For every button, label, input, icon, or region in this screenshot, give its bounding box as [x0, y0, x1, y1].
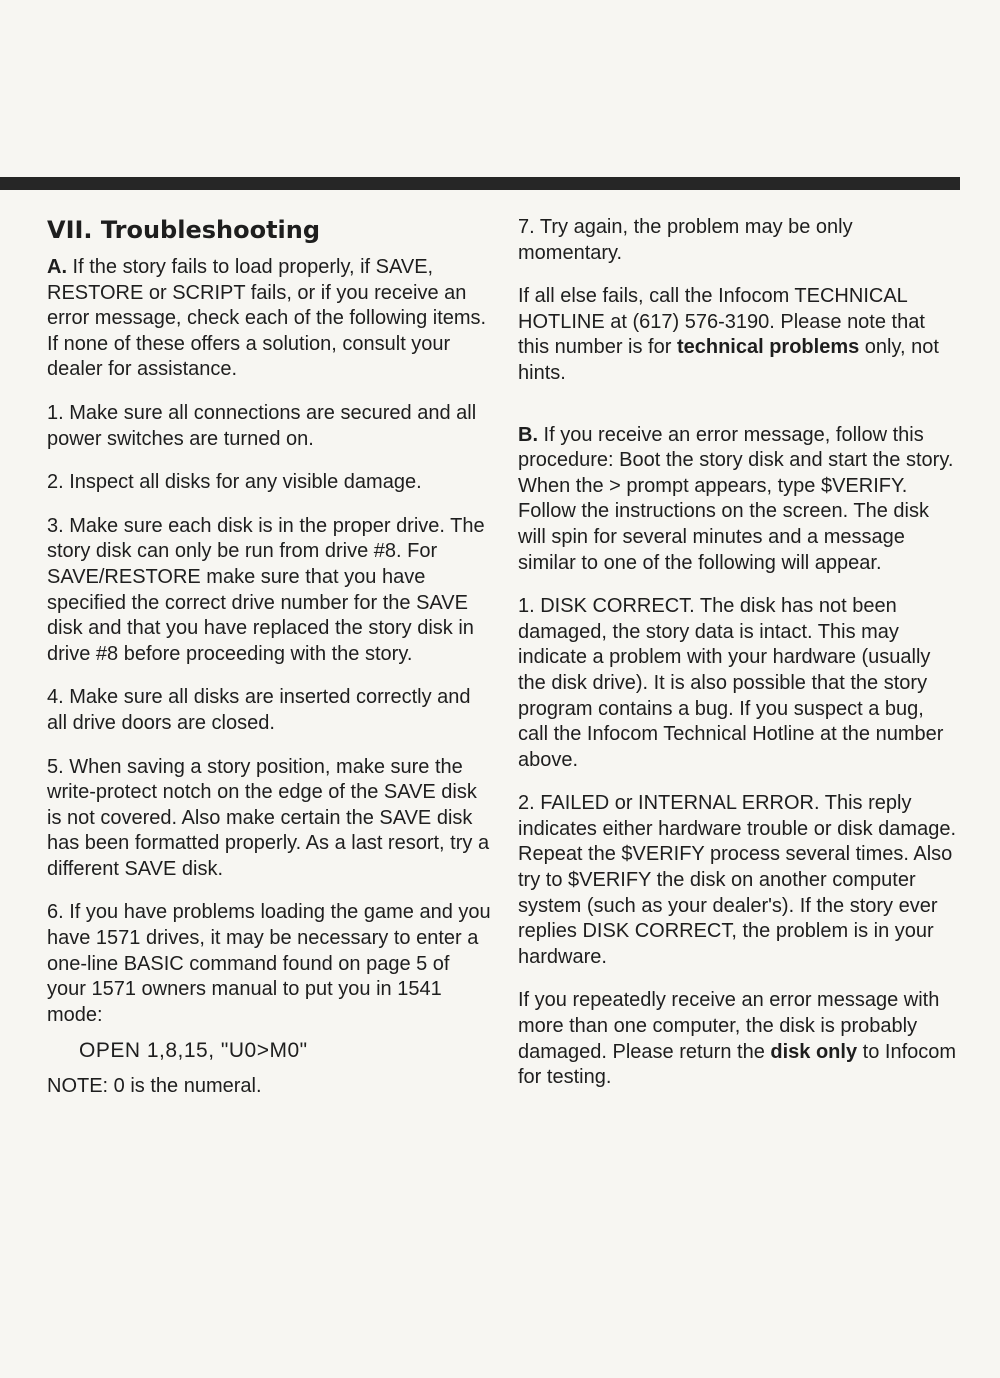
hotline-paragraph: [518, 284, 958, 386]
right-column: [518, 215, 958, 1109]
list-item: 1. Make sure all connections are secured and all power switches are turned on.: [47, 401, 477, 450]
header-rule: [0, 177, 960, 190]
section-b-paragraph: [518, 423, 958, 577]
list-item: 7. Try again, the problem may be only momentary.: [518, 216, 853, 264]
section-b-text: If you receive an error message, follow this procedure: Boot the story disk and start the story. When the > prompt appears, type $VERIFY. Follow the instructions on the screen. The disk will spin for several minutes and a message similar to one of the following will appear.: [518, 423, 954, 574]
list-item: 2. Inspect all disks for any visible damage.: [47, 471, 422, 494]
list-item: 3. Make sure each disk is in the proper drive. The story disk can only be run from drive #8. For SAVE/RESTORE make sure that you have specified the correct drive number for the SAVE disk and that you have replaced the story disk in drive #8 before proceeding with the story.: [47, 514, 485, 665]
section-b-label: B.: [518, 423, 538, 446]
list-item: 2. FAILED or INTERNAL ERROR. This reply indicates either hardware trouble or disk damage. Repeat the $VERIFY process several times. Also try to $VERIFY the disk on another computer system (such as your dealer's). If the story ever replies DISK CORRECT, the problem is in your hardware.: [518, 792, 957, 968]
intro-label: A.: [47, 256, 67, 278]
intro-text: If the story fails to load properly, if SAVE, RESTORE or SCRIPT fails, or if you receive an error message, check each of the following items. If none of these offers a solution, consult your dealer for assistance.: [47, 256, 487, 381]
list-item: 6. If you have problems loading the game and you have 1571 drives, it may be necessary to enter a one-line BASIC command found on page 5 of your 1571 owners manual to put you in 1541 mode:: [47, 901, 491, 1026]
section-title: VII. Troubleshooting: [47, 216, 321, 244]
hotline-text: If all else fails, call the Infocom TECHNICAL HOTLINE at (617) 576-3190. Please note that this number is for: [518, 285, 925, 359]
note: NOTE: 0 is the numeral.: [47, 1075, 262, 1098]
list-item: 5. When saving a story position, make sure the write-protect notch on the edge of the SAVE disk is not covered. Also make certain the SAVE disk has been formatted properly. As a last resort, try a different SAVE disk.: [47, 755, 490, 880]
hotline-text-end: only, not hints.: [518, 336, 939, 384]
final-emphasis: disk only: [770, 1040, 858, 1063]
list-item: 4. Make sure all disks are inserted correctly and all drive doors are closed.: [47, 686, 471, 734]
final-paragraph: [518, 988, 958, 1090]
left-column: [47, 215, 492, 1118]
hotline-emphasis: technical problems: [676, 336, 860, 359]
intro-paragraph: [47, 255, 492, 383]
final-text-end: to Infocom for testing.: [518, 1040, 957, 1089]
basic-command: OPEN 1,8,15, "U0>M0": [79, 1039, 308, 1063]
final-text: If you repeatedly receive an error message with more than one computer, the disk is probably damaged. Please return the: [518, 989, 940, 1063]
list-item: 1. DISK CORRECT. The disk has not been damaged, the story data is intact. This may indicate a problem with your hardware (usually the disk drive). It is also possible that the story program contains a bug. If you suspect a bug, call the Infocom Technical Hotline at the number above.: [518, 595, 944, 771]
